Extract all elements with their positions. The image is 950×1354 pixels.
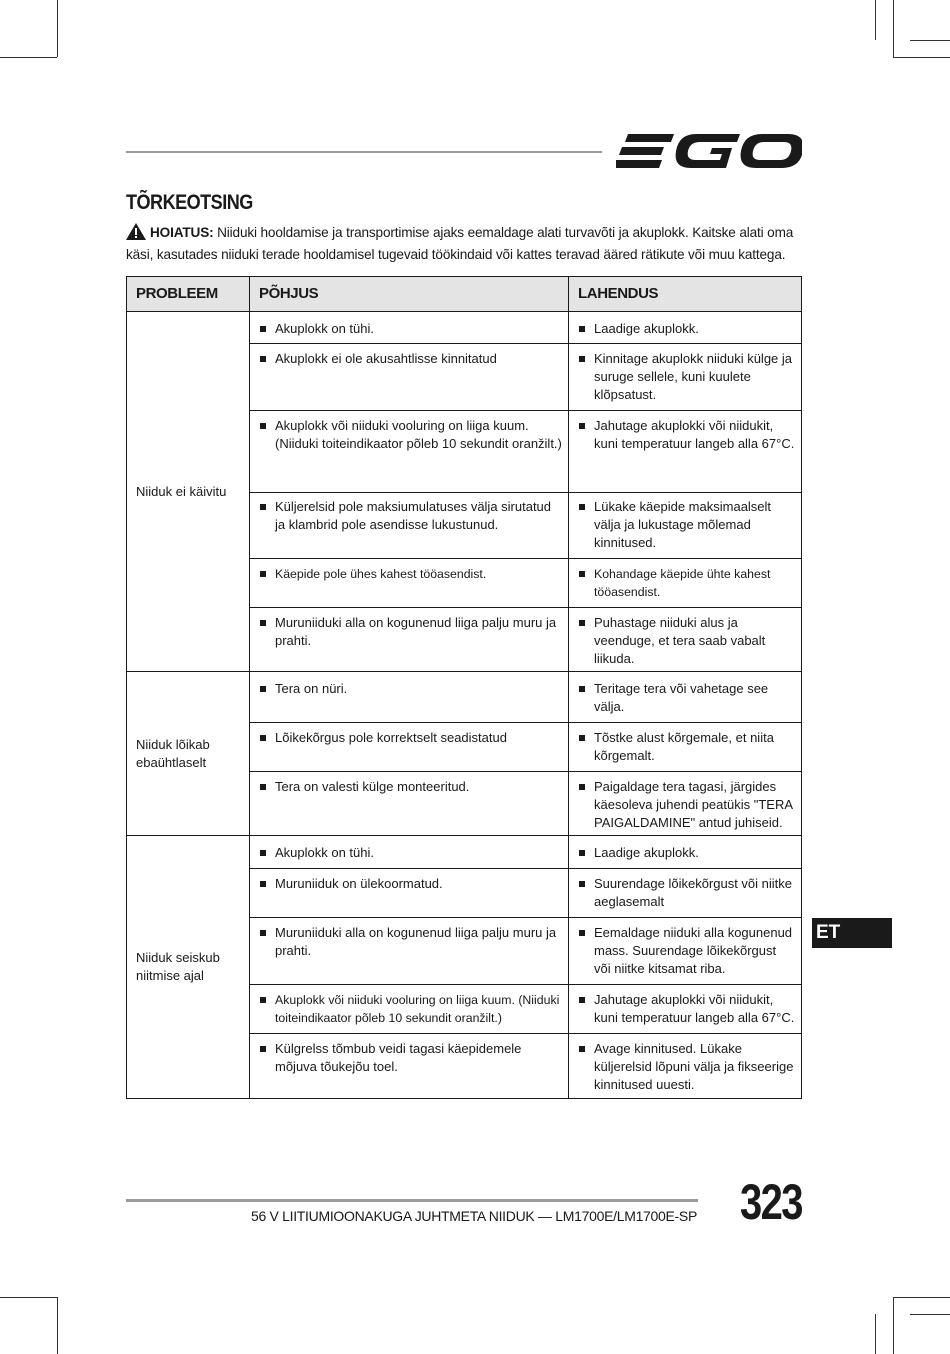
crop-mark [910,40,950,41]
bullet-icon [579,356,585,362]
footer-text: 56 V LIITIUMIOONAKUGA JUHTMETA NIIDUK — LM1700E/LM1700E-SP [250,1208,697,1224]
bullet-icon [260,571,266,577]
bullet-icon [579,735,585,741]
troubleshooting-table [126,276,802,1099]
cause-cell: Külgrelss tõmbub veidi tagasi käepidemele mõjuva tõukejõu toel. [250,1034,569,1099]
bullet-icon [579,571,585,577]
cause-cell: Akuplokk on tühi. [250,836,569,869]
bullet-icon [260,930,266,936]
table-row [127,672,802,723]
cause-cell: Tera on nüri. [250,672,569,723]
solution-cell: Kohandage käepide ühte kahest tööasendist. [569,559,802,608]
warning-triangle-icon [126,223,146,246]
table-row [127,836,802,869]
problem-cell: Niiduk seiskub niitmise ajal [127,836,250,1099]
bullet-icon [579,326,585,332]
crop-mark [893,1297,950,1298]
bullet-icon [260,326,266,332]
bullet-icon [579,997,585,1003]
language-tab: ET [812,918,892,948]
page-title: TÕRKEOTSING [126,191,253,214]
problem-cell: Niiduk ei käivitu [127,312,250,672]
bullet-icon [579,686,585,692]
cause-cell: Akuplokk on tühi. [250,312,569,344]
bullet-icon [260,881,266,887]
solution-cell: Teritage tera või vahetage see välja. [569,672,802,723]
crop-mark [893,57,950,58]
cause-cell: Muruniiduki alla on kogunenud liiga palju muru ja prahti. [250,608,569,672]
problem-cell: Niiduk lõikab ebaühtlaselt [127,672,250,836]
table-row [127,312,802,344]
bullet-icon [579,423,585,429]
bullet-icon [260,504,266,510]
cause-cell: Käepide pole ühes kahest tööasendist. [250,559,569,608]
bullet-icon [260,997,266,1003]
bullet-icon [579,881,585,887]
footer-rule [126,1199,698,1202]
solution-cell: Tõstke alust kõrgemale, et niita kõrgemalt. [569,723,802,772]
solution-cell: Eemaldage niiduki alla kogunenud mass. Suurendage lõikekõrgust või niitke kitsamat riba. [569,918,802,985]
crop-mark [0,57,57,58]
solution-cell: Laadige akuplokk. [569,836,802,869]
solution-cell: Puhastage niiduki alus ja veenduge, et tera saab vabalt liikuda. [569,608,802,672]
bullet-icon [260,423,266,429]
cause-cell: Muruniiduk on ülekoormatud. [250,869,569,918]
solution-cell: Jahutage akuplokki või niidukit, kuni temperatuur langeb alla 67°C. [569,411,802,493]
crop-mark [57,1297,58,1354]
ego-logo [616,126,802,176]
bullet-icon [579,784,585,790]
solution-cell: Lükake käepide maksimaalselt välja ja lukustage mõlemad kinnitused. [569,493,802,559]
bullet-icon [260,686,266,692]
bullet-icon [579,850,585,856]
solution-cell: Kinnitage akuplokk niiduki külge ja suruge sellele, kuni kuulete klõpsatust. [569,344,802,411]
warning-label: HOIATUS: [150,225,214,240]
page-number: 323 [740,1174,802,1230]
cause-cell: Muruniiduki alla on kogunenud liiga palju muru ja prahti. [250,918,569,985]
cause-cell: Küljerelsid pole maksiumulatuses välja sirutatud ja klambrid pole asendisse lukustunud. [250,493,569,559]
solution-cell: Avage kinnitused. Lükake küljerelsid lõpuni välja ja fikseerige kinnitused uuesti. [569,1034,802,1099]
bullet-icon [260,735,266,741]
cause-cell: Akuplokk või niiduki vooluring on liiga kuum. (Niiduki toiteindikaator põleb 10 sekundit oranžilt.) [250,985,569,1034]
header-rule [126,151,602,153]
header-problem: PROBLEEM [127,277,250,312]
header-cause: PÕHJUS [250,277,569,312]
bullet-icon [260,850,266,856]
bullet-icon [260,356,266,362]
crop-mark [0,1297,57,1298]
solution-cell: Suurendage lõikekõrgust või niitke aeglasemalt [569,869,802,918]
bullet-icon [579,504,585,510]
crop-mark [875,0,876,40]
bullet-icon [260,1046,266,1052]
crop-mark [57,0,58,57]
crop-mark [875,1314,876,1354]
crop-mark [893,0,894,57]
crop-mark [910,1314,950,1315]
cause-cell: Akuplokk ei ole akusahtlisse kinnitatud [250,344,569,411]
bullet-icon [260,620,266,626]
bullet-icon [579,620,585,626]
warning-text: Niiduki hooldamise ja transportimise ajaks eemaldage alati turvavõti ja akuplokk. Kaitske alati oma käsi, kasutades niiduki terade hooldamisel tugevaid töökindaid või kattes teravad ääred rätikute või muu kattega. [126,225,794,262]
solution-cell: Jahutage akuplokki või niidukit, kuni temperatuur langeb alla 67°C. [569,985,802,1034]
crop-mark [893,1297,894,1354]
cause-cell: Tera on valesti külge monteeritud. [250,772,569,836]
bullet-icon [579,1046,585,1052]
warning-notice [126,223,802,264]
table-header-row [127,277,802,312]
solution-cell: Paigaldage tera tagasi, järgides käesoleva juhendi peatükis "TERA PAIGALDAMINE" antud juhiseid. [569,772,802,836]
cause-cell: Akuplokk või niiduki vooluring on liiga kuum. (Niiduki toiteindikaator põleb 10 sekundit oranžilt.) [250,411,569,493]
header-solution: LAHENDUS [569,277,802,312]
bullet-icon [579,930,585,936]
bullet-icon [260,784,266,790]
cause-cell: Lõikekõrgus pole korrektselt seadistatud [250,723,569,772]
solution-cell: Laadige akuplokk. [569,312,802,344]
